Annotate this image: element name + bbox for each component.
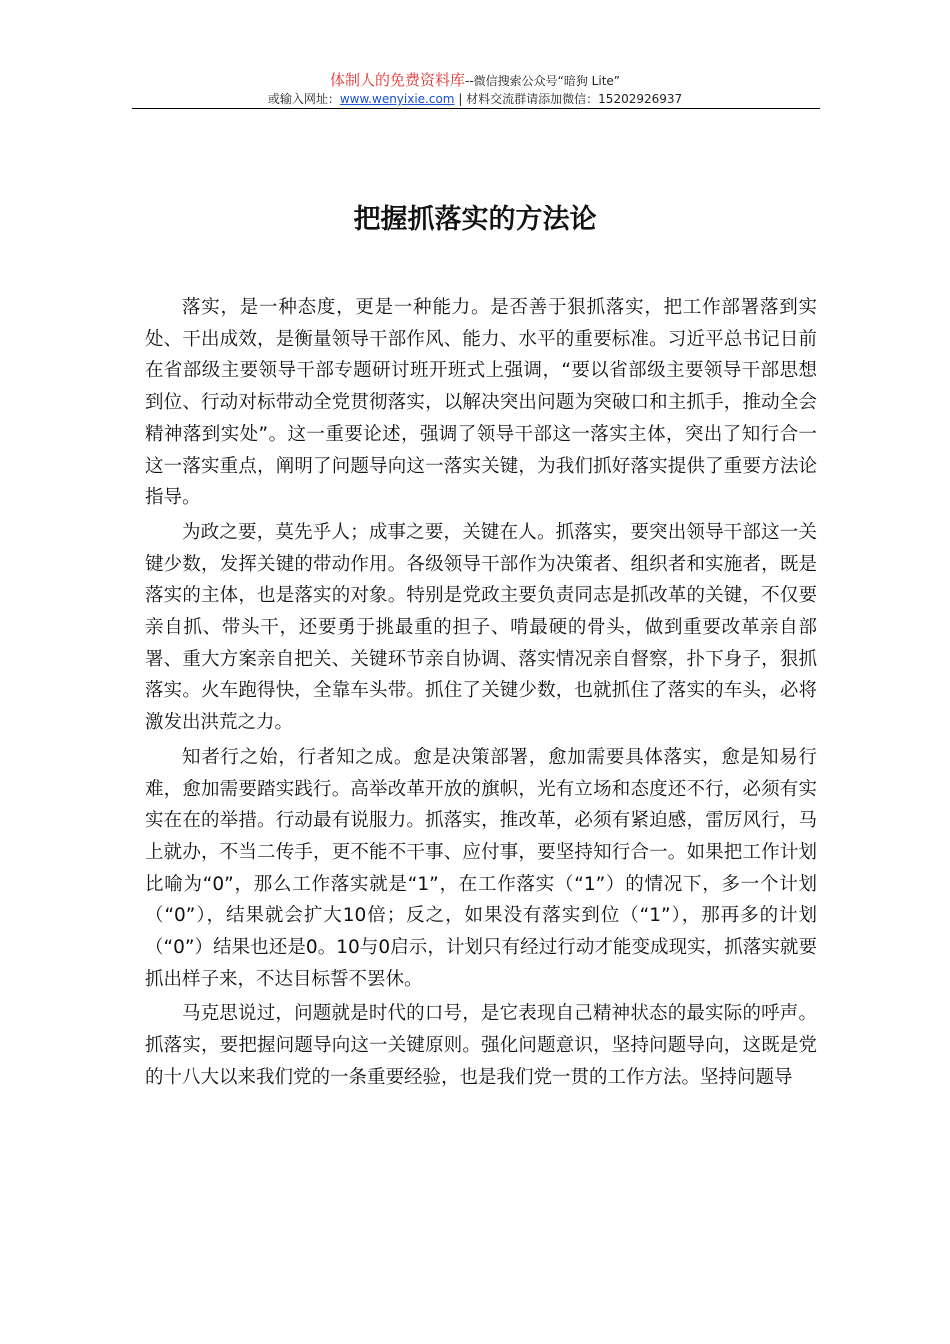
document-title: 把握抓落实的方法论 xyxy=(353,204,597,235)
header-suffix: --微信搜索公众号“暗狗 Lite” xyxy=(464,74,621,88)
header-url-prefix: 或输入网址： xyxy=(267,92,340,106)
header-brand: 体制人的免费资料库 xyxy=(329,71,465,89)
header-divider xyxy=(132,108,820,109)
paragraph: 为政之要，莫先乎人；成事之要，关键在人。抓落实，要突出领导干部这一关键少数，发挥关键的带动作用。各级领导干部作为决策者、组织者和实施者，既是落实的主体，也是落实的对象。特别是党政主要负责同志是抓改革的关键，不仅要亲自抓、带头干，还要勇于挑最重的担子、啃最硬的骨头，做到重要改革亲自部署、重大方案亲自把关、关键环节亲自协调、落实情况亲自督察，扑下身子，狠抓落实。火车跑得快，全靠车头带。抓住了关键少数，也就抓住了落实的车头，必将激发出洪荒之力。 xyxy=(145,521,817,734)
paragraph: 马克思说过，问题就是时代的口号，是它表现自己精神状态的最实际的呼声。抓落实，要把握问题导向这一关键原则。强化问题意识，坚持问题导向，这既是党的十八大以来我们党的一条重要经验，也是我们党一贯的工作方法。坚持问题导 xyxy=(145,1003,817,1088)
header-banner xyxy=(0,70,950,91)
paragraph: 落实，是一种态度，更是一种能力。是否善于狠抓落实，把工作部署落到实处、干出成效，是衡量领导干部作风、能力、水平的重要标准。习近平总书记日前在省部级主要领导干部专题研讨班开班式上强调，“要以省部级主要领导干部思想到位、行动对标带动全党贯彻落实，以解决突出问题为突破口和主抓手，推动全会精神落到实处”。这一重要论述，强调了领导干部这一落实主体，突出了知行合一这一落实重点，阐明了问题导向这一落实关键，为我们抓好落实提供了重要方法论指导。 xyxy=(145,297,817,509)
header-url-line xyxy=(0,91,950,107)
document-body xyxy=(145,292,817,1097)
header-url-link[interactable]: www.wenyixie.com xyxy=(339,92,455,106)
paragraph: 知者行之始，行者知之成。愈是决策部署，愈加需要具体落实，愈是知易行难，愈加需要踏实践行。高举改革开放的旗帜，光有立场和态度还不行，必须有实实在在的举措。行动最有说服力。抓落实，推改革，必须有紧迫感，雷厉风行，马上就办，不当二传手，更不能不干事、应付事，要坚持知行合一。如果把工作计划比喻为“0”，那么工作落实就是“1”，在工作落实（“1”）的情况下，多一个计划（“0”），结果就会扩大10倍；反之，如果没有落实到位（“1”），那再多的计划（“0”）结果也还是0。10与0启示，计划只有经过行动才能变成现实，抓落实就要抓出样子来，不达目标誓不罢休。 xyxy=(145,746,817,990)
header-url-suffix: | 材料交流群请添加微信：15202926937 xyxy=(454,92,683,106)
